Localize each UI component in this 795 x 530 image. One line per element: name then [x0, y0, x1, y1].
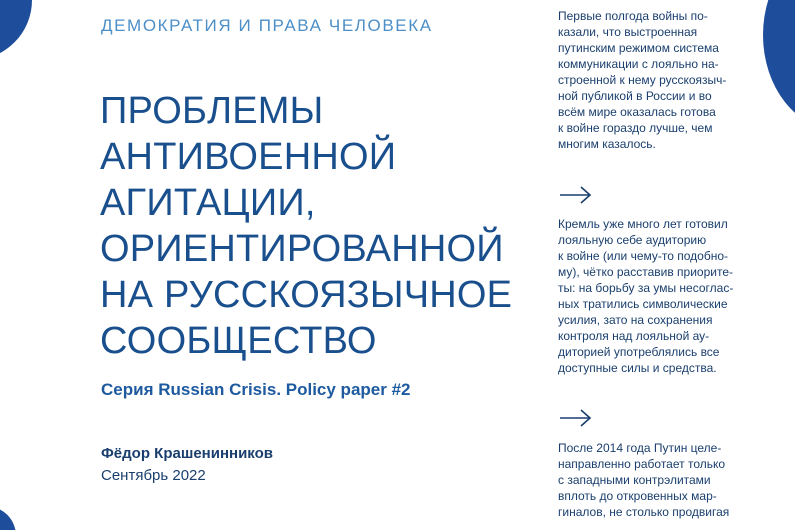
summary-line: казали, что выстроенная	[558, 25, 698, 39]
section-label: ДЕМОКРАТИЯ И ПРАВА ЧЕЛОВЕКА	[101, 16, 433, 35]
summary-block-1	[558, 8, 726, 152]
summary-line: путинским режимом система	[558, 41, 719, 55]
author-name: Фёдор Крашенинников	[101, 445, 273, 462]
summary-line: лояльную себе аудиторию	[558, 233, 707, 247]
corner-decoration-bottom-left	[0, 506, 16, 530]
summary-line: к войне (или чему-то подобно-	[558, 249, 729, 263]
summary-block-3	[558, 440, 729, 520]
summary-line: направленно работает только	[558, 457, 726, 471]
summary-line: строенной к нему русскоязыч-	[558, 73, 727, 87]
summary-line: Кремль уже много лет готовил	[558, 217, 728, 231]
summary-line: всём мире оказалась готова	[558, 105, 716, 119]
summary-line: му), чётко расставив приорите-	[558, 265, 733, 279]
summary-line: гиналов, не столько продвигая	[558, 505, 730, 519]
summary-line: усилия, зато на сохранения	[558, 313, 713, 327]
summary-line: контроля над лояльной ау-	[558, 329, 710, 343]
summary-line: Первые полгода войны по-	[558, 9, 708, 23]
series-subtitle: Серия Russian Crisis. Policy paper #2	[101, 380, 411, 399]
corner-decoration-top-right	[763, 0, 795, 130]
title-line: ПРОБЛЕМЫ	[100, 90, 324, 132]
title-line: ОРИЕНТИРОВАННОЙ	[100, 228, 504, 270]
arrow-right-icon	[559, 185, 593, 205]
title-line: АНТИВОЕННОЙ	[100, 136, 397, 178]
summary-line: ной публикой в России и во	[558, 89, 712, 103]
title-line: АГИТАЦИИ,	[100, 182, 316, 224]
title-line: СООБЩЕСТВО	[100, 320, 377, 362]
summary-line: ных тратились символические	[558, 297, 728, 311]
summary-line: с западными контрэлитами	[558, 473, 711, 487]
corner-decoration-top-left	[0, 0, 32, 60]
title-line: НА РУССКОЯЗЫЧНОЕ	[100, 274, 513, 316]
summary-line: ты: на борьбу за умы несоглас-	[558, 281, 734, 295]
summary-line: к войне гораздо лучше, чем	[558, 121, 713, 135]
page-title	[100, 88, 512, 364]
summary-line: После 2014 года Путин целе-	[558, 441, 722, 455]
publication-date: Сентябрь 2022	[101, 467, 206, 484]
summary-line: вплоть до откровенных мар-	[558, 489, 717, 503]
summary-line: коммуникации с лояльно на-	[558, 57, 719, 71]
summary-line: диторией употреблялись все	[558, 345, 720, 359]
summary-block-2	[558, 216, 733, 376]
summary-line: доступные силы и средства.	[558, 361, 717, 375]
summary-line: многим казалось.	[558, 137, 656, 151]
arrow-right-icon	[559, 408, 593, 428]
